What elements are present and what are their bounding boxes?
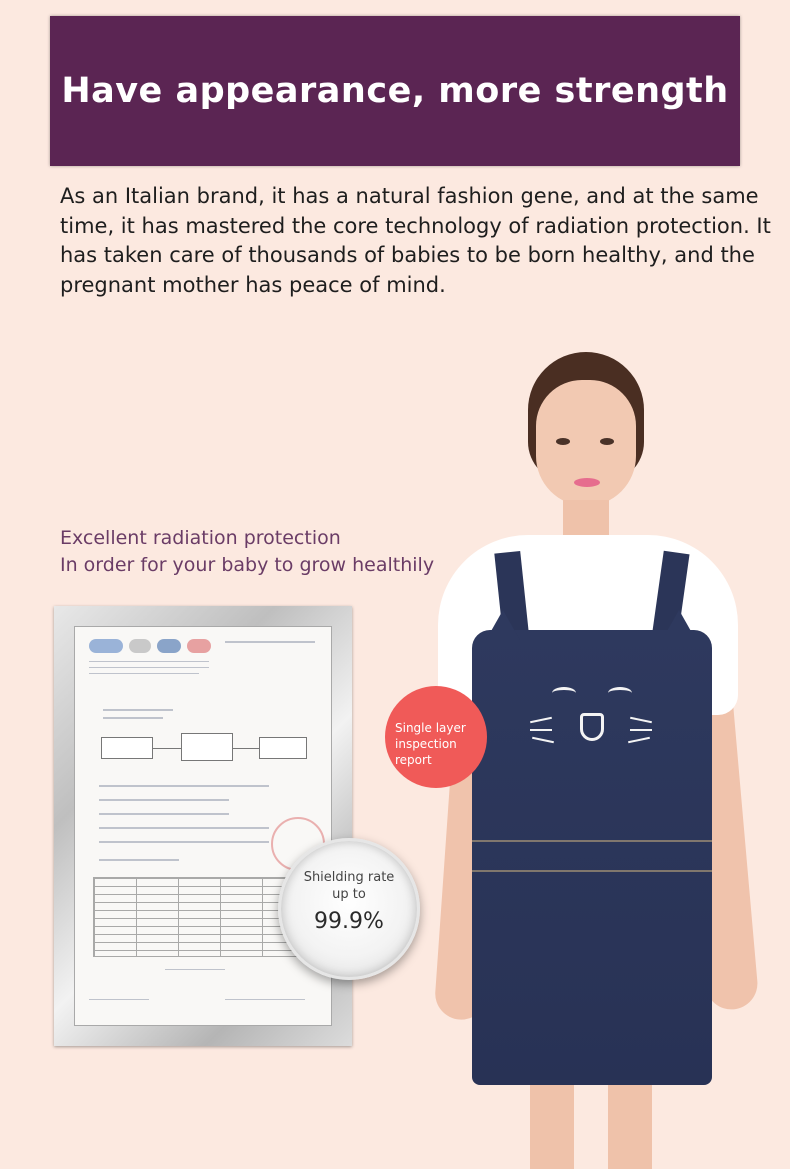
inspection-report-badge	[385, 686, 487, 788]
certificate-text-line	[99, 859, 179, 861]
header-banner	[50, 16, 740, 166]
certificate-data-table	[93, 877, 303, 957]
certificate-text-line	[99, 799, 229, 801]
cat-face-icon	[530, 675, 654, 765]
inspection-certificate-image	[74, 626, 332, 1026]
certificate-text-line	[99, 841, 269, 843]
certificate-logo-icon	[157, 639, 181, 653]
whisker-icon	[628, 737, 650, 744]
model-lips	[574, 478, 600, 487]
certificate-text-line	[89, 673, 199, 674]
certificate-diagram-box	[101, 737, 153, 759]
whisker-icon	[530, 729, 552, 731]
cat-ear-icon	[662, 610, 696, 640]
model-neck	[563, 500, 609, 540]
certificate-diagram-box	[259, 737, 307, 759]
shielding-rate-value: 99.9%	[314, 909, 384, 934]
feature-line-2: In order for your baby to grow healthily	[60, 554, 435, 576]
shielding-rate-magnifier	[278, 838, 420, 980]
certificate-logo-icon	[187, 639, 211, 653]
model-eye	[600, 438, 614, 445]
certificate-text-line	[89, 661, 209, 662]
certificate-text-line	[89, 999, 149, 1000]
whisker-icon	[532, 737, 554, 744]
certificate-logo-icon	[129, 639, 151, 653]
certificate-text-line	[103, 709, 173, 711]
certificate-text-line	[89, 667, 209, 668]
feature-line-1: Excellent radiation protection	[60, 527, 341, 549]
cat-ear-icon	[486, 610, 520, 640]
certificate-text-line	[165, 969, 225, 970]
certificate-text-line	[225, 999, 305, 1000]
whisker-icon	[630, 717, 652, 724]
whisker-icon	[530, 717, 552, 724]
apron-seam	[472, 840, 712, 842]
banner-title: Have appearance, more strength	[61, 71, 729, 111]
badge-line-1: Single layer	[395, 721, 466, 735]
whisker-icon	[630, 729, 652, 731]
model-leg	[530, 1082, 574, 1169]
badge-line-2: inspection report	[395, 737, 457, 767]
magnifier-label-2: up to	[332, 887, 366, 902]
cat-eye-icon	[608, 687, 632, 699]
certificate-logo-icon	[89, 639, 123, 653]
model-eye	[556, 438, 570, 445]
certificate-text-line	[103, 717, 163, 719]
cat-mouth-icon	[580, 713, 604, 741]
certificate-diagram-box	[181, 733, 233, 761]
certificate-text-line	[99, 813, 229, 815]
certificate-text-line	[99, 785, 269, 787]
feature-text	[60, 525, 434, 579]
certificate-text-line	[225, 641, 315, 643]
apron-seam	[472, 870, 712, 872]
certificate-frame	[54, 606, 352, 1046]
model-face	[536, 380, 636, 506]
model-leg	[608, 1082, 652, 1169]
cat-eye-icon	[552, 687, 576, 699]
denim-apron	[472, 630, 712, 1085]
magnifier-label-1: Shielding rate	[303, 870, 395, 885]
certificate-text-line	[99, 827, 269, 829]
certificate-diagram-arrow	[233, 748, 259, 749]
certificate-diagram-arrow	[153, 748, 181, 749]
intro-paragraph: As an Italian brand, it has a natural fashion gene, and at the same time, it has mastered the core technology of radiation protection. It has taken care of thousands of babies to be born healthy, and the pregnant mother has peace of mind.	[60, 184, 771, 297]
